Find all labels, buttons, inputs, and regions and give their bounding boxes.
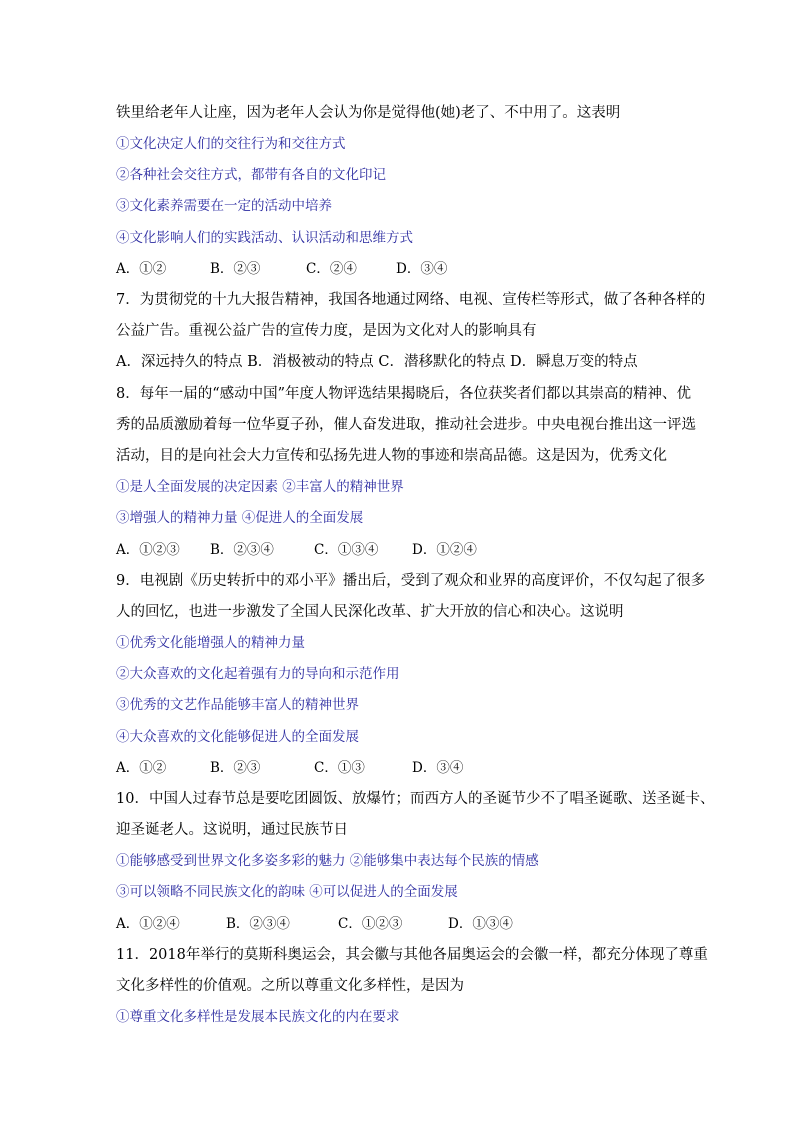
q9-answer-b: B．②③	[210, 760, 261, 776]
q6-answer-a: A．①②	[116, 261, 167, 277]
q10-options-line-1: ①能够感受到世界文化多姿多彩的魅力 ②能够集中表达每个民族的情感	[116, 853, 539, 869]
q9-option-3: ③优秀的文艺作品能够丰富人的精神世界	[116, 697, 359, 713]
q8-answer-b: B．②③④	[210, 542, 274, 558]
q7-answers: A．深远持久的特点 B．消极被动的特点 C．潜移默化的特点 D．瞬息万变的特点	[116, 354, 638, 370]
q10-answer-c: C．①②③	[338, 916, 403, 932]
q8-options-line-2: ③增强人的精神力量 ④促进人的全面发展	[116, 510, 364, 526]
q6-option-4: ④文化影响人们的实践活动、认识活动和思维方式	[116, 230, 413, 246]
q9-answer-c: C．①③	[314, 760, 365, 776]
q9-stem-line-1: 9．电视剧《历史转折中的邓小平》播出后，受到了观众和业界的高度评价，不仅勾起了很多	[116, 573, 706, 589]
q10-answers	[116, 914, 513, 934]
q6-answer-b: B．②③	[210, 261, 261, 277]
q10-stem-line-1: 10．中国人过春节总是要吃团圆饭、放爆竹；而西方人的圣诞节少不了唱圣诞歌、送圣诞卡、	[116, 791, 715, 807]
q9-answers	[116, 758, 463, 778]
q6-stem: 铁里给老年人让座，因为老年人会认为你是觉得他(她)老了、不中用了。这表明	[116, 105, 621, 121]
q6-answers	[116, 259, 447, 279]
q9-stem-line-2: 人的回忆，也进一步激发了全国人民深化改革、扩大开放的信心和决心。这说明	[116, 604, 624, 620]
q10-answer-d: D．①③④	[448, 916, 513, 932]
q6-option-2: ②各种社会交往方式，都带有各自的文化印记	[116, 167, 386, 183]
q6-option-3: ③文化素养需要在一定的活动中培养	[116, 198, 332, 214]
q9-answer-d: D．③④	[412, 760, 464, 776]
q10-answer-a: A．①②④	[116, 916, 180, 932]
q10-options-line-2: ③可以领略不同民族文化的韵味 ④可以促进人的全面发展	[116, 884, 458, 900]
q6-answer-d: D．③④	[396, 261, 448, 277]
q8-answer-a: A．①②③	[116, 542, 180, 558]
q9-option-1: ①优秀文化能增强人的精神力量	[116, 635, 305, 651]
q8-answers	[116, 540, 477, 560]
q8-stem-line-3: 活动，目的是向社会大力宣传和弘扬先进人物的事迹和崇高品德。这是因为，优秀文化	[116, 448, 667, 464]
q8-answer-c: C．①③④	[314, 542, 379, 558]
q8-answer-d: D．①②④	[412, 542, 477, 558]
q6-option-1: ①文化决定人们的交往行为和交往方式	[116, 136, 346, 152]
q9-answer-a: A．①②	[116, 760, 167, 776]
q8-stem-line-1: 8．每年一届的“感动中国”年度人物评选结果揭晓后，各位获奖者们都以其崇高的精神、优	[116, 386, 692, 402]
q8-options-line-1: ①是人全面发展的决定因素 ②丰富人的精神世界	[116, 479, 404, 495]
q11-stem-line-1: 11．2018年举行的莫斯科奥运会，其会徽与其他各届奥运会的会徽一样，都充分体现了尊重	[116, 947, 708, 963]
q7-stem-line-2: 公益广告。重视公益广告的宣传力度，是因为文化对人的影响具有	[116, 323, 537, 339]
q7-stem-line-1: 7．为贯彻党的十九大报告精神，我国各地通过网络、电视、宣传栏等形式，做了各种各样的	[116, 292, 706, 308]
q8-stem-line-2: 秀的品质激励着每一位华夏子孙，催人奋发进取，推动社会进步。中央电视台推出这一评选	[116, 417, 696, 433]
q10-stem-line-2: 迎圣诞老人。这说明，通过民族节日	[116, 822, 348, 838]
q10-answer-b: B．②③④	[226, 916, 290, 932]
q9-option-4: ④大众喜欢的文化能够促进人的全面发展	[116, 729, 359, 745]
q6-answer-c: C．②④	[306, 261, 357, 277]
q9-option-2: ②大众喜欢的文化起着强有力的导向和示范作用	[116, 666, 400, 682]
q11-stem-line-2: 文化多样性的价值观。之所以尊重文化多样性，是因为	[116, 978, 464, 994]
q11-option-1: ①尊重文化多样性是发展本民族文化的内在要求	[116, 1009, 400, 1025]
